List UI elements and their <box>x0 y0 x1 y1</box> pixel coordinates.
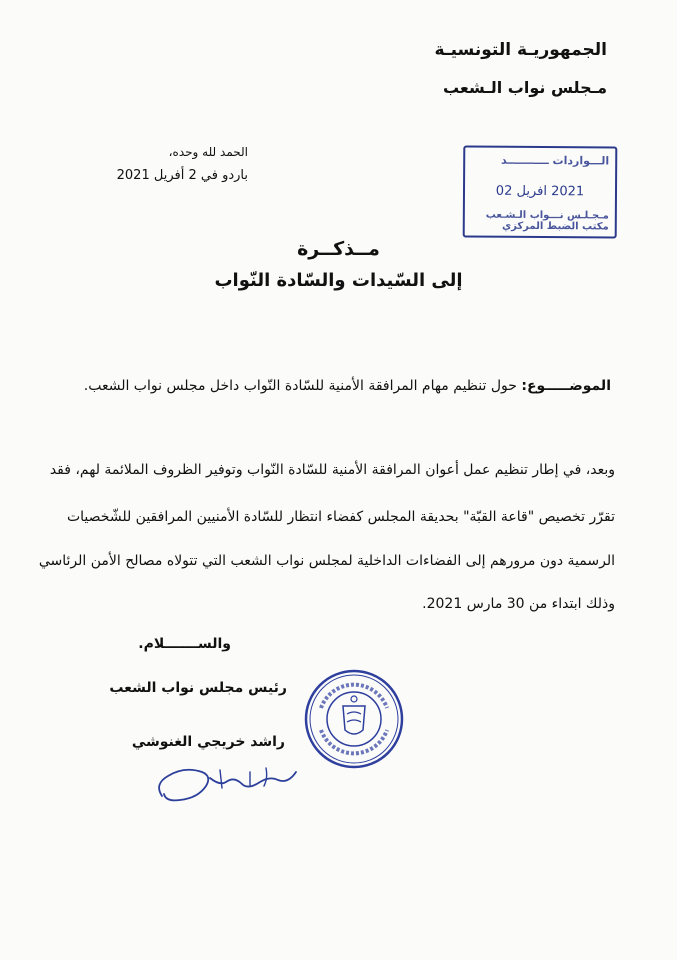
signature <box>150 756 300 812</box>
memo-subject <box>84 378 611 394</box>
stamp-header: الـــواردات ـــــــــــد <box>500 153 610 168</box>
memo-title: مــذكــرة <box>297 238 380 260</box>
signatory-title: رئيس مجلس نواب الشعب <box>109 680 287 696</box>
stamp-institution: مـجـلـس نـــواب الـشـعب <box>485 209 609 222</box>
header-assembly: مـجلس نواب الـشعب <box>442 78 607 97</box>
memo-addressee: إلى السّيدات والسّادة النّواب <box>214 270 463 291</box>
body-line: تقرّر تخصيص "قاعة القبّة" بحديقة المجلس كفضاء انتظار للسّادة الأمنيين المرافقين للشّخصيات <box>66 509 615 525</box>
closing-salutation: والســـــــلام. <box>138 636 231 652</box>
subject-label: الموضـــــوع: <box>521 378 611 394</box>
stamp-office: مكتب الضبط المركزي <box>501 220 609 233</box>
body-line: وذلك ابتداء من 30 مارس 2021. <box>422 596 615 612</box>
dateline-praise: الحمد لله وحده، <box>168 145 248 159</box>
official-seal <box>303 668 405 770</box>
body-line: الرسمية دون مرورهم إلى الفضاءات الداخلية لمجلس نواب الشعب التي تتولاه مصالح الأمن الرئاسي <box>38 553 615 569</box>
subject-text: حول تنظيم مهام المرافقة الأمنية للسّادة النّواب داخل مجلس نواب الشعب. <box>83 378 522 394</box>
header-republic: الجمهوريـة التونسيـة <box>434 40 607 60</box>
body-line: وبعد، في إطار تنظيم عمل أعوان المرافقة الأمنية للسّادة النّواب وتوفير الظروف الملائمة لهم، فقد <box>49 462 615 478</box>
signatory-name: راشد خريجي الغنوشي <box>131 734 285 750</box>
dateline-place-date: باردو في 2 أفريل 2021 <box>116 168 248 183</box>
stamp-date: 2021 افريل 02 <box>495 183 585 200</box>
received-stamp <box>463 145 618 238</box>
